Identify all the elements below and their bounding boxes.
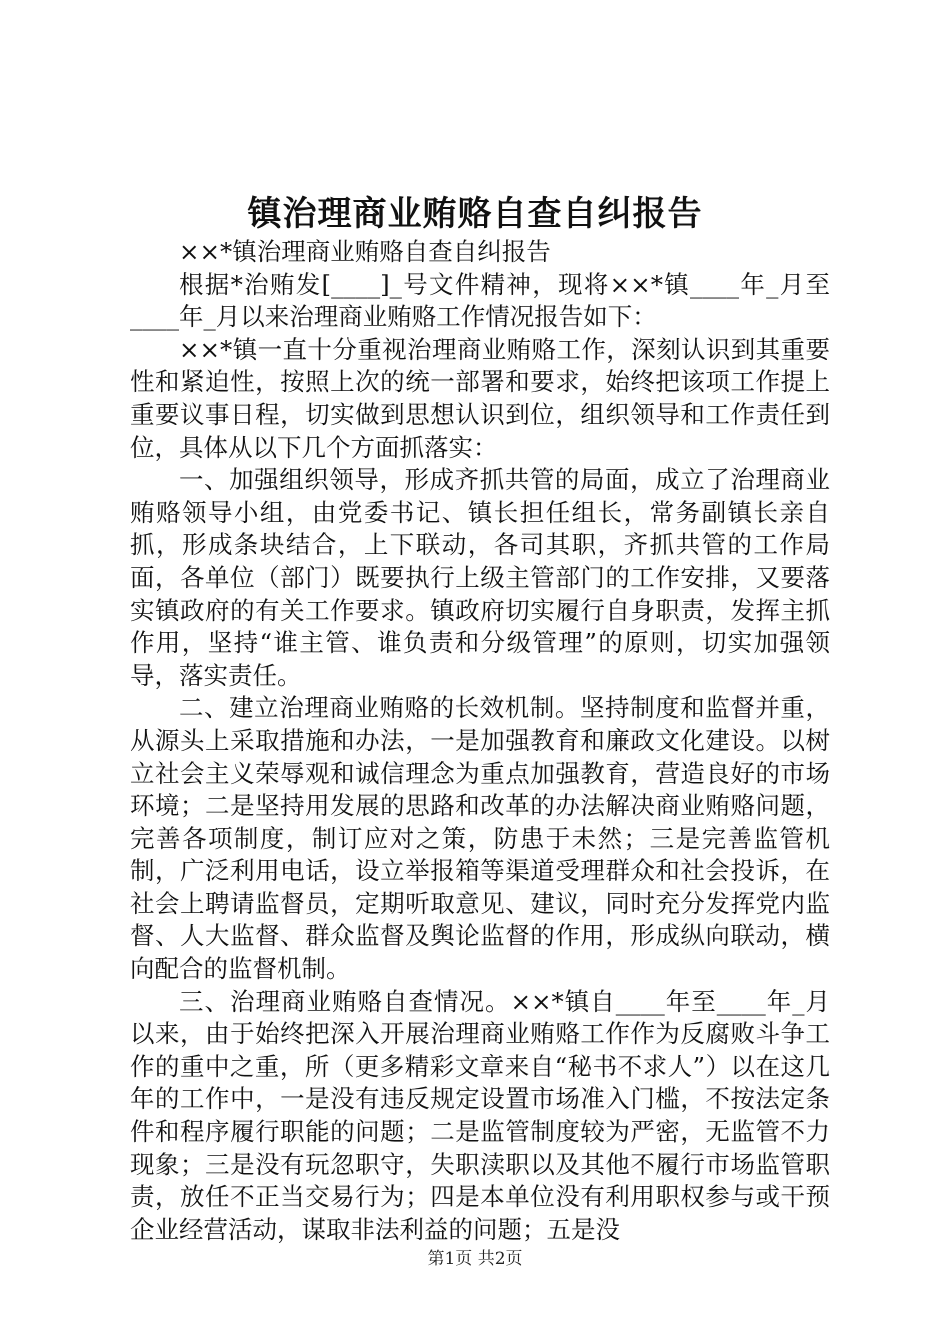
section-1-paragraph: 一、加强组织领导，形成齐抓共管的局面，成立了治理商业贿赂领导小组，由党委书记、镇长担任组长，常务副镇长亲自抓，形成条块结合，上下联动，各司其职，齐抓共管的工作局面，各单位（部门）既要执行上级主管部门的工作安排，又要落实镇政府的有关工作要求。镇政府切实履行自身职责，发挥主抓作用，坚持“谁主管、谁负责和分级管理”的原则，切实加强领导，落实责任。 [130, 465, 830, 690]
intro-paragraph: 根据*治贿发[____]_号文件精神，现将××*镇____年_月至____年_月以来治理商业贿赂工作情况报告如下： [130, 269, 830, 332]
section-3-paragraph: 三、治理商业贿赂自查情况。××*镇自____年至____年_月以来，由于始终把深入开展治理商业贿赂工作作为反腐败斗争工作的重中之重，所（更多精彩文章来自“秘书不求人”）以在这几年的工作中，一是没有违反规定设置市场准入门槛，不按法定条件和程序履行职能的问题；二是监管制度较为严密，无监管不力现象；三是没有玩忽职守，失职渎职以及其他不履行市场监管职责，放任不正当交易行为；四是本单位没有利用职权参与或干预企业经营活动，谋取非法利益的问题；五是没 [130, 986, 830, 1244]
document-body [130, 236, 830, 1246]
section-2-paragraph: 二、建立治理商业贿赂的长效机制。坚持制度和监督并重，从源头上采取措施和办法，一是加强教育和廉政文化建设。以树立社会主义荣辱观和诚信理念为重点加强教育，营造良好的市场环境；二是坚持用发展的思路和改革的办法解决商业贿赂问题，完善各项制度，制订应对之策，防患于未然；三是完善监管机制，广泛利用电话，设立举报箱等渠道受理群众和社会投诉，在社会上聘请监督员，定期听取意见、建议，同时充分发挥党内监督、人大监督、群众监督及舆论监督的作用，形成纵向联动，横向配合的监督机制。 [130, 693, 830, 984]
subtitle-paragraph: ××*镇治理商业贿赂自查自纠报告 [179, 237, 551, 266]
document-title: 镇治理商业贿赂自查自纠报告 [247, 194, 703, 234]
overview-paragraph: ××*镇一直十分重视治理商业贿赂工作，深刻认识到其重要性和紧迫性，按照上次的统一部署和要求，始终把该项工作提上重要议事日程，切实做到思想认识到位，组织领导和工作责任到位，具体从以下几个方面抓落实： [130, 334, 830, 462]
page-number-footer: 第1页 共2页 [427, 1249, 523, 1269]
